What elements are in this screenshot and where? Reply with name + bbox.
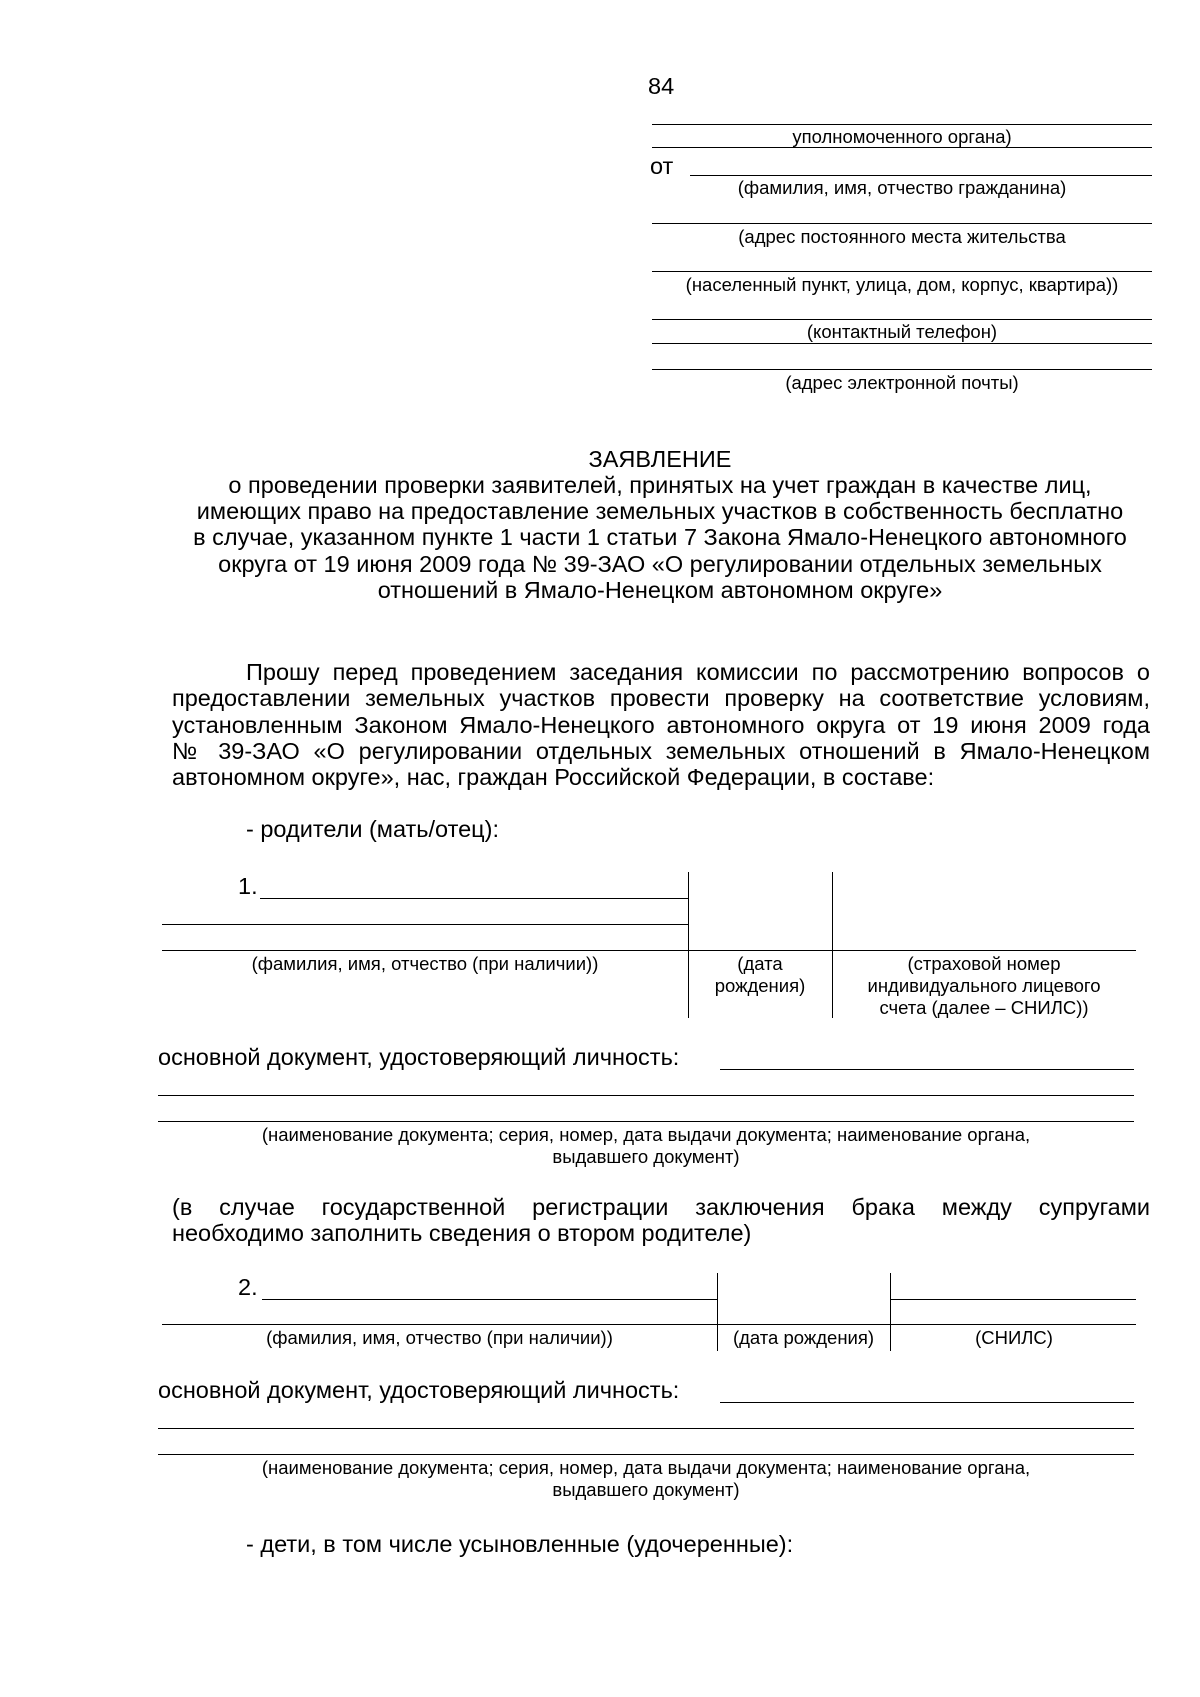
parent2-birth-date-field[interactable]	[719, 1277, 888, 1323]
email-caption: (адрес электронной почты)	[785, 372, 1019, 393]
second-parent-note-line-1: (в случае государственной регистрации заключения брака между супругами	[172, 1194, 1150, 1220]
title-line-3: в случае, указанном пункте 1 части 1 статьи 7 Закона Ямало-Ненецкого автономного	[193, 524, 1127, 550]
parent2-doc-line-2[interactable]	[158, 1428, 1134, 1429]
parent1-divider-2	[832, 872, 833, 1018]
title-line-1: о проведении проверки заявителей, принятых на учет граждан в качестве лиц,	[228, 472, 1092, 498]
phone-line[interactable]	[652, 319, 1152, 320]
paragraph-line-4: № 39-ЗАО «О регулировании отдельных земельных отношений в Ямало-Ненецком	[172, 738, 1150, 764]
parent2-doc-line-3[interactable]	[158, 1454, 1134, 1455]
children-label: - дети, в том числе усыновленные (удочеренные):	[246, 1531, 794, 1557]
parent1-doc-line-1[interactable]	[720, 1069, 1134, 1070]
parent2-name-caption: (фамилия, имя, отчество (при наличии))	[266, 1327, 613, 1348]
applicant-name-caption: (фамилия, имя, отчество гражданина)	[737, 177, 1067, 198]
parent2-doc-caption-1: (наименование документа; серия, номер, дата выдачи документа; наименование органа,	[261, 1457, 1031, 1478]
parent1-doc-caption-2: выдавшего документ)	[552, 1146, 740, 1167]
parent2-doc-label: основной документ, удостоверяющий личность:	[158, 1377, 680, 1403]
parent2-divider-1	[717, 1273, 718, 1351]
parent1-doc-label: основной документ, удостоверяющий личность:	[158, 1044, 680, 1070]
address-caption-1: (адрес постоянного места жительства	[738, 226, 1066, 247]
parent1-doc-caption-1: (наименование документа; серия, номер, дата выдачи документа; наименование органа,	[261, 1124, 1031, 1145]
paragraph-line-5: автономном округе», нас, граждан Российской Федерации, в составе:	[172, 764, 935, 790]
parent1-table-baseline	[162, 950, 1136, 951]
title-line-2: имеющих право на предоставление земельных участков в собственность бесплатно	[196, 498, 1124, 524]
authority-caption: уполномоченного органа)	[792, 126, 1012, 147]
parent1-snils-caption-3: счета (далее – СНИЛС))	[879, 997, 1089, 1018]
address-caption-2: (населенный пункт, улица, дом, корпус, квартира))	[685, 274, 1119, 295]
parent1-snils-field[interactable]	[834, 876, 1134, 948]
authority-line[interactable]	[652, 124, 1152, 125]
parent1-snils-caption-1: (страховой номер	[907, 953, 1061, 974]
address-line-1[interactable]	[652, 223, 1152, 224]
paragraph-line-1: Прошу перед проведением заседания комиссии по рассмотрению вопросов о	[246, 659, 1150, 685]
parent2-doc-caption-2: выдавшего документ)	[552, 1479, 740, 1500]
parent2-snils-line[interactable]	[890, 1299, 1136, 1300]
page-number: 84	[648, 73, 675, 99]
parent1-divider-1	[688, 872, 689, 1018]
parent1-doc-line-2[interactable]	[158, 1095, 1134, 1096]
parent1-name-line-1[interactable]	[260, 898, 688, 899]
applicant-name-line[interactable]	[690, 175, 1152, 176]
paragraph-line-3: установленным Законом Ямало-Ненецкого автономного округа от 19 июня 2009 года	[172, 712, 1150, 738]
parent1-snils-caption-2: индивидуального лицевого	[867, 975, 1101, 996]
parent1-name-line-2[interactable]	[162, 924, 688, 925]
email-line[interactable]	[652, 369, 1152, 370]
parent2-table-baseline	[162, 1324, 1136, 1325]
phone-caption: (контактный телефон)	[806, 321, 998, 342]
parent1-doc-line-3[interactable]	[158, 1121, 1134, 1122]
title-line-4: округа от 19 июня 2009 года № 39-ЗАО «О регулировании отдельных земельных	[218, 551, 1102, 577]
authority-underline	[652, 147, 1152, 148]
parent2-number: 2.	[238, 1274, 258, 1300]
parent2-name-line[interactable]	[262, 1299, 717, 1300]
parent2-divider-2	[890, 1273, 891, 1351]
second-parent-note-line-2: необходимо заполнить сведения о втором родителе)	[172, 1220, 752, 1246]
parent1-name-caption: (фамилия, имя, отчество (при наличии))	[251, 953, 599, 974]
document-heading: ЗАЯВЛЕНИЕ	[588, 446, 732, 472]
parents-label: - родители (мать/отец):	[246, 816, 499, 842]
parent1-birth-caption-1: (дата	[737, 953, 783, 974]
paragraph-line-2: предоставлении земельных участков провести проверку на соответствие условиям,	[172, 685, 1150, 711]
parent1-number: 1.	[238, 873, 258, 899]
parent2-birth-caption: (дата рождения)	[732, 1327, 875, 1348]
parent2-doc-line-1[interactable]	[720, 1402, 1134, 1403]
parent1-birth-date-field[interactable]	[690, 876, 830, 948]
from-label: от	[650, 153, 674, 179]
title-line-5: отношений в Ямало-Ненецком автономном округе»	[377, 577, 943, 603]
address-line-2[interactable]	[652, 271, 1152, 272]
phone-underline	[652, 343, 1152, 344]
parent2-snils-caption: (СНИЛС)	[975, 1327, 1053, 1348]
parent1-birth-caption-2: рождения)	[714, 975, 806, 996]
